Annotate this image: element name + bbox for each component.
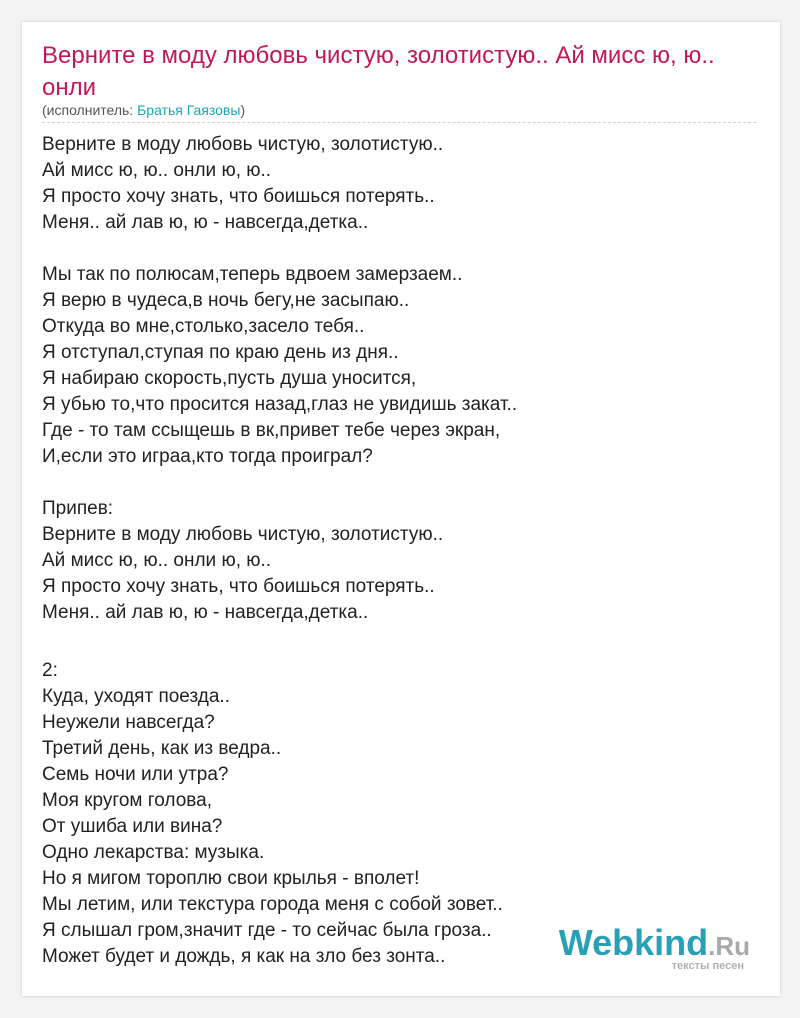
lyric-line: Но я мигом тороплю свои крылья - вполет! <box>42 868 420 889</box>
lyric-line: Я просто хочу знать, что боишься потерять.. <box>42 576 435 597</box>
verse-2 <box>42 262 762 470</box>
chorus <box>42 496 762 626</box>
lyric-line: Мы летим, или текстура города меня с собой зовет.. <box>42 894 503 915</box>
lyric-line: Мы так по полюсам,теперь вдвоем замерзаем.. <box>42 264 463 285</box>
artist-prefix: (исполнитель: <box>42 102 138 118</box>
lyric-line: И,если это играа,кто тогда проиграл? <box>42 446 373 467</box>
webkind-logo[interactable] <box>558 922 750 972</box>
lyric-line: 2: <box>42 660 58 681</box>
lyric-line: Неужели навсегда? <box>42 712 215 733</box>
lyric-line: Я слышал гром,значит где - то сейчас была гроза.. <box>42 920 492 941</box>
lyric-line: Моя кругом голова, <box>42 790 213 811</box>
divider <box>42 122 756 123</box>
lyric-line: Ай мисс ю, ю.. онли ю, ю.. <box>42 160 272 181</box>
lyrics-card <box>22 22 780 996</box>
lyric-line: Откуда во мне,столько,засело тебя.. <box>42 316 365 337</box>
logo-tld-text: .Ru <box>708 931 750 961</box>
artist-line <box>42 102 245 118</box>
lyric-line: Верните в моду любовь чистую, золотистую.. <box>42 524 444 545</box>
lyric-line: Меня.. ай лав ю, ю - навсегда,детка.. <box>42 212 369 233</box>
verse-1 <box>42 132 762 236</box>
lyric-line: Меня.. ай лав ю, ю - навсегда,детка.. <box>42 602 369 623</box>
lyrics-body <box>42 132 762 996</box>
lyric-line: Ай мисс ю, ю.. онли ю, ю.. <box>42 550 272 571</box>
lyric-line: Верните в моду любовь чистую, золотистую.. <box>42 134 444 155</box>
lyric-line: Одно лекарства: музыка. <box>42 842 265 863</box>
song-title: Верните в моду любовь чистую, золотистую.. Ай мисс ю, ю.. онли <box>42 42 715 101</box>
lyric-line: Я верю в чудеса,в ночь бегу,не засыпаю.. <box>42 290 410 311</box>
lyric-line: От ушиба или вина? <box>42 816 223 837</box>
lyric-line: Куда, уходят поезда.. <box>42 686 230 707</box>
logo-main-text: Webkind <box>558 922 709 963</box>
lyric-line: Я просто хочу знать, что боишься потерять.. <box>42 186 435 207</box>
lyric-line: Третий день, как из ведра.. <box>42 738 282 759</box>
lyric-line: Припев: <box>42 498 114 519</box>
logo-tagline: тексты песен <box>671 960 744 972</box>
lyric-line: Я набираю скорость,пусть душа уносится, <box>42 368 417 389</box>
lyric-line: Может будет и дождь, я как на зло без зонта.. <box>42 946 446 967</box>
lyric-line: Семь ночи или утра? <box>42 764 229 785</box>
artist-link[interactable]: Братья Гаязовы <box>137 102 241 118</box>
lyric-line: Где - то там ссыщешь в вк,привет тебе через экран, <box>42 420 501 441</box>
lyric-line: Я убью то,что просится назад,глаз не увидишь закат.. <box>42 394 518 415</box>
lyric-line: Я отступал,ступая по краю день из дня.. <box>42 342 399 363</box>
artist-suffix: ) <box>240 102 246 118</box>
